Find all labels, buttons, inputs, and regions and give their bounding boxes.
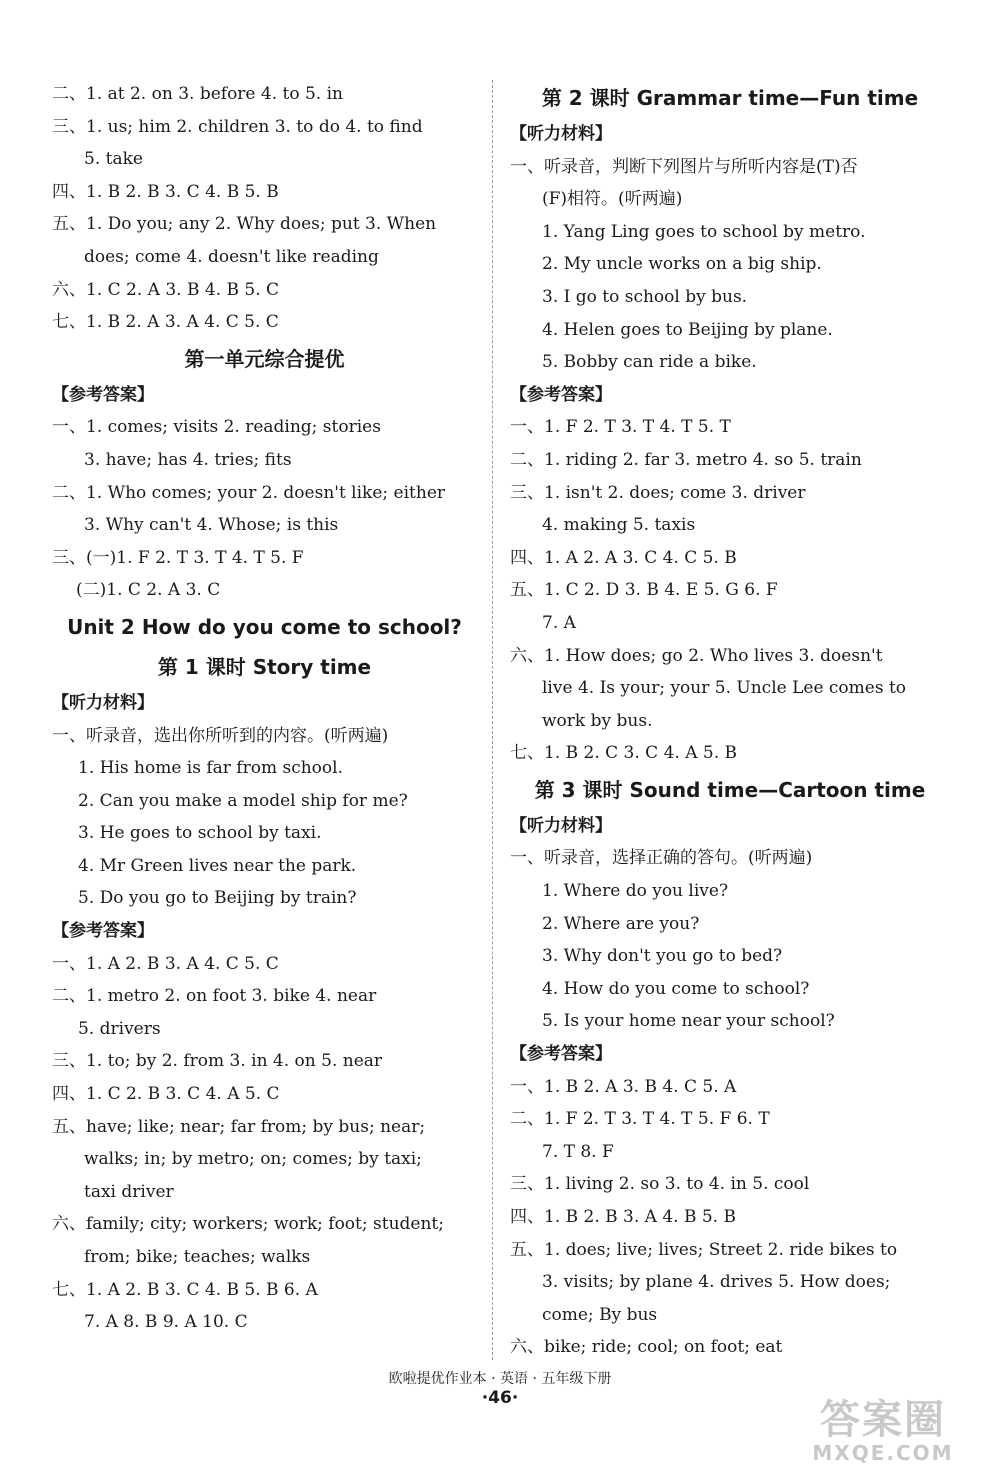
answer-line: 三、(一)1. F 2. T 3. T 4. T 5. F bbox=[52, 547, 304, 568]
section-tag: 【听力材料】 bbox=[510, 124, 612, 144]
answer-line: 三、1. living 2. so 3. to 4. in 5. cool bbox=[510, 1174, 810, 1195]
answer-line: come; By bus bbox=[542, 1304, 658, 1325]
answer-line: 二、1. metro 2. on foot 3. bike 4. near bbox=[52, 986, 377, 1007]
answer-line: 3. He goes to school by taxi. bbox=[78, 823, 322, 844]
section-tag: 【参考答案】 bbox=[510, 1044, 612, 1065]
watermark-logo bbox=[778, 1398, 988, 1468]
answer-line: walks; in; by metro; on; comes; by taxi; bbox=[84, 1149, 422, 1170]
answer-line: (F)相符。(听两遍) bbox=[542, 189, 683, 210]
section-heading: 第一单元综合提优 bbox=[184, 346, 345, 371]
section-tag: 【参考答案】 bbox=[52, 921, 154, 942]
answer-line: 1. Yang Ling goes to school by metro. bbox=[542, 221, 866, 242]
answer-line: 7. T 8. F bbox=[542, 1141, 614, 1162]
answer-line: 七、1. B 2. C 3. C 4. A 5. B bbox=[510, 743, 738, 764]
answer-line: 二、1. F 2. T 3. T 4. T 5. F 6. T bbox=[510, 1109, 770, 1130]
answer-line: 一、听录音，选出你所听到的内容。(听两遍) bbox=[52, 725, 389, 746]
answer-line: 3. I go to school by bus. bbox=[542, 286, 748, 307]
answer-line: 五、1. Do you; any 2. Why does; put 3. When bbox=[52, 214, 437, 235]
answer-line: 二、1. at 2. on 3. before 4. to 5. in bbox=[52, 84, 343, 104]
answer-line: 七、1. B 2. A 3. A 4. C 5. C bbox=[52, 312, 279, 333]
answer-line: 五、have; like; near; far from; by bus; near; bbox=[52, 1116, 426, 1137]
answer-line: 一、1. comes; visits 2. reading; stories bbox=[52, 417, 381, 438]
answer-line: 3. Why don't you go to bed? bbox=[542, 946, 783, 967]
answer-line: 5. drivers bbox=[78, 1018, 161, 1039]
answer-line: 5. take bbox=[84, 149, 143, 170]
answer-line: 5. Bobby can ride a bike. bbox=[542, 352, 757, 373]
answer-line: 六、1. How does; go 2. Who lives 3. doesn't bbox=[510, 645, 883, 666]
section-tag: 【参考答案】 bbox=[52, 384, 154, 405]
answer-line: 3. Why can't 4. Whose; is this bbox=[84, 515, 339, 536]
left-column bbox=[52, 78, 477, 1339]
answer-line: does; come 4. doesn't like reading bbox=[84, 246, 379, 267]
answer-line: 1. His home is far from school. bbox=[78, 758, 343, 779]
answer-line: 一、1. A 2. B 3. A 4. C 5. C bbox=[52, 953, 279, 974]
section-heading: 第 3 课时 Sound time—Cartoon time bbox=[534, 777, 926, 802]
right-column bbox=[510, 78, 950, 1364]
answer-line: 7. A 8. B 9. A 10. C bbox=[84, 1312, 248, 1333]
answer-line: 1. Where do you live? bbox=[542, 881, 729, 902]
answer-line: 四、1. A 2. A 3. C 4. C 5. B bbox=[510, 547, 737, 568]
answer-line: 三、1. us; him 2. children 3. to do 4. to find bbox=[52, 116, 423, 137]
answer-line: 4. How do you come to school? bbox=[542, 978, 810, 999]
answer-line: 三、1. to; by 2. from 3. in 4. on 5. near bbox=[52, 1051, 383, 1072]
answer-line: 2. Can you make a model ship for me? bbox=[78, 790, 408, 811]
section-heading: 第 1 课时 Story time bbox=[157, 654, 372, 679]
page-number: ·46· bbox=[481, 1388, 519, 1408]
answer-line: 4. Mr Green lives near the park. bbox=[78, 855, 357, 876]
answer-line: 一、1. F 2. T 3. T 4. T 5. T bbox=[510, 417, 731, 438]
answer-line: taxi driver bbox=[84, 1181, 174, 1202]
section-tag: 【听力材料】 bbox=[52, 692, 154, 713]
answer-line: 4. Helen goes to Beijing by plane. bbox=[542, 319, 833, 340]
answer-line: 3. have; has 4. tries; fits bbox=[84, 449, 292, 470]
watermark-url: MXQE.COM bbox=[812, 1441, 954, 1465]
answer-line: 3. visits; by plane 4. drives 5. How does; bbox=[542, 1272, 891, 1293]
answer-line: work by bus. bbox=[542, 710, 653, 731]
answer-line: live 4. Is your; your 5. Uncle Lee comes to bbox=[542, 678, 907, 699]
answer-line: 六、1. C 2. A 3. B 4. B 5. C bbox=[52, 279, 280, 300]
section-tag: 【听力材料】 bbox=[510, 815, 612, 836]
answer-line: 2. My uncle works on a big ship. bbox=[542, 254, 822, 275]
answer-line: 一、听录音，选择正确的答句。(听两遍) bbox=[510, 848, 813, 869]
answer-line: 四、1. C 2. B 3. C 4. A 5. C bbox=[52, 1084, 280, 1105]
section-heading: Unit 2 How do you come to school? bbox=[67, 614, 462, 639]
answer-line: 四、1. B 2. B 3. A 4. B 5. B bbox=[510, 1207, 736, 1227]
answer-line: 二、1. Who comes; your 2. doesn't like; either bbox=[52, 482, 446, 503]
answer-line: 一、1. B 2. A 3. B 4. C 5. A bbox=[510, 1076, 737, 1097]
section-tag: 【参考答案】 bbox=[510, 384, 612, 405]
answer-line: 4. making 5. taxis bbox=[542, 515, 696, 536]
answer-line: 五、1. does; live; lives; Street 2. ride bikes to bbox=[510, 1239, 898, 1260]
section-heading: 第 2 课时 Grammar time—Fun time bbox=[541, 86, 919, 110]
answer-line: 一、听录音，判断下列图片与所听内容是(T)否 bbox=[510, 156, 858, 177]
footer-book-title: 欧啦提优作业本 · 英语 · 五年级下册 bbox=[388, 1371, 612, 1387]
answer-line: 六、family; city; workers; work; foot; student; bbox=[52, 1214, 444, 1235]
answer-line: 四、1. B 2. B 3. C 4. B 5. B bbox=[52, 181, 279, 202]
answer-line: 2. Where are you? bbox=[542, 913, 700, 934]
answer-line: 五、1. C 2. D 3. B 4. E 5. G 6. F bbox=[510, 580, 778, 601]
answer-line: (二)1. C 2. A 3. C bbox=[76, 580, 221, 601]
answer-line: 六、bike; ride; cool; on foot; eat bbox=[510, 1337, 783, 1358]
answer-line: 三、1. isn't 2. does; come 3. driver bbox=[510, 482, 806, 503]
answer-line: 5. Do you go to Beijing by train? bbox=[78, 888, 357, 909]
column-divider bbox=[492, 80, 493, 1360]
answer-line: 7. A bbox=[542, 612, 576, 633]
watermark-text: 答案圈 bbox=[820, 1397, 946, 1443]
answer-line: 5. Is your home near your school? bbox=[542, 1011, 835, 1032]
answer-line: from; bike; teaches; walks bbox=[84, 1247, 311, 1267]
answer-line: 七、1. A 2. B 3. C 4. B 5. B 6. A bbox=[52, 1279, 318, 1300]
answer-line: 二、1. riding 2. far 3. metro 4. so 5. train bbox=[510, 449, 862, 470]
